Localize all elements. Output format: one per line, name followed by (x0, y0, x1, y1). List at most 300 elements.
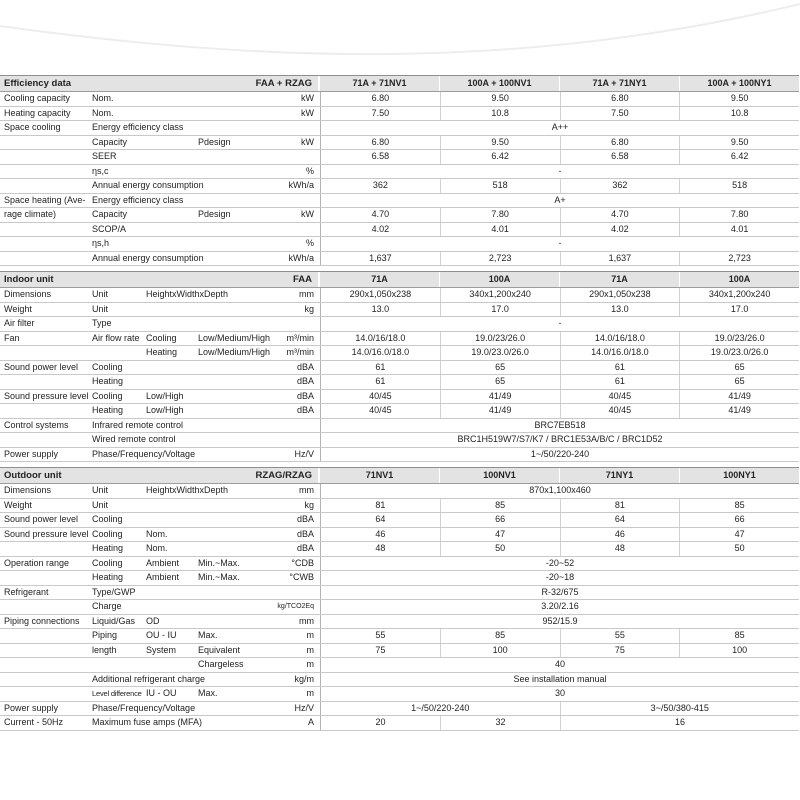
row-label: Sound pressure level (4, 390, 89, 401)
cell-value: 19.0/23/26.0 (679, 332, 799, 346)
row-label: Weight (4, 499, 32, 510)
cell-value: 6.80 (371, 136, 390, 147)
row-label: Cooling (92, 361, 123, 372)
section-header-label-cell (0, 76, 318, 91)
row-label: Charge (92, 601, 122, 611)
row-labels (0, 542, 320, 556)
cell-value: 66 (440, 513, 560, 527)
row-labels (0, 557, 320, 571)
spec-row (0, 288, 799, 303)
cell-value: 64 (560, 513, 680, 527)
cell-value: 19.0/23/26.0 (440, 332, 560, 346)
row-unit: m³/min (286, 347, 314, 357)
row-label: Cooling (146, 332, 177, 343)
cell-value: 290x1,050x238 (349, 289, 412, 299)
row-labels (0, 223, 320, 237)
cell-value: -20~18 (545, 572, 575, 582)
cell-value: 48 (375, 543, 386, 553)
row-labels (0, 361, 320, 375)
row-label: rage climate) (4, 209, 57, 219)
cell-value: 41/49 (679, 404, 799, 418)
section-header-row (0, 467, 799, 484)
spec-row (0, 673, 799, 688)
cell-value: 4.01 (679, 223, 799, 237)
row-label: Liquid/Gas (92, 615, 136, 626)
row-label: Heating (92, 376, 124, 386)
row-label: Energy efficiency class (92, 122, 184, 132)
row-values (320, 615, 799, 629)
cell-value: 4.70 (371, 209, 390, 219)
row-label: Nom. (92, 93, 114, 103)
cell-value: 61 (375, 376, 386, 386)
cell-value: 7.80 (679, 208, 799, 222)
cell-value: 41/49 (679, 390, 799, 404)
row-unit: kg (304, 499, 314, 510)
row-label: Space heating (Ave- (4, 194, 86, 205)
row-label: Dimensions (4, 289, 52, 299)
row-label: Weight (4, 303, 32, 314)
row-label: Air filter (4, 318, 35, 328)
row-label: length (92, 644, 117, 655)
row-label: Power supply (4, 448, 59, 459)
spec-row (0, 375, 799, 390)
row-values (320, 687, 799, 701)
row-label: Nom. (146, 528, 168, 539)
section-model-code: FAA + RZAG (255, 78, 312, 89)
row-labels (0, 716, 320, 730)
row-label: Capacity (92, 136, 128, 147)
row-labels (0, 375, 320, 389)
row-unit: dBA (296, 543, 314, 553)
spec-row (0, 702, 799, 717)
row-label: Max. (198, 630, 218, 640)
row-values (320, 375, 799, 389)
cell-value: 61 (375, 361, 386, 372)
row-values (320, 317, 799, 331)
column-header: 100NY1 (680, 468, 799, 483)
row-labels (0, 702, 320, 716)
spec-row (0, 303, 799, 318)
spec-row (0, 419, 799, 434)
cell-value: 16 (560, 716, 799, 730)
row-label: Ambient (146, 557, 180, 568)
row-unit: kWh/a (288, 252, 314, 263)
column-header: 71A (320, 272, 439, 287)
row-unit: dBA (296, 528, 314, 539)
row-values (320, 433, 799, 447)
cell-value: 47 (440, 528, 560, 542)
spec-row (0, 179, 799, 194)
row-labels (0, 404, 320, 418)
spec-row (0, 92, 799, 107)
spec-row (0, 194, 799, 209)
cell-value: 100 (440, 644, 560, 658)
cell-value: 32 (440, 716, 560, 730)
cell-value: 40/45 (369, 390, 392, 401)
column-header: 71A + 71NY1 (560, 76, 679, 91)
cell-value: 75 (560, 644, 680, 658)
row-values (320, 484, 799, 498)
row-label: Pdesign (198, 209, 231, 219)
spec-row (0, 150, 799, 165)
cell-value: 61 (560, 375, 680, 389)
row-label: Control systems (4, 419, 69, 430)
cell-value: 518 (440, 179, 560, 193)
row-label: HeightxWidthxDepth (146, 485, 229, 495)
row-unit: mm (299, 289, 314, 299)
cell-value: 40 (554, 659, 565, 669)
cell-value: 46 (560, 528, 680, 542)
row-unit: dBA (296, 390, 314, 401)
row-label: Type/GWP (92, 586, 136, 597)
row-unit: kW (301, 107, 314, 118)
row-values (320, 513, 799, 527)
row-unit: % (305, 165, 314, 176)
spec-section-0 (0, 75, 799, 266)
section-title: Indoor unit (4, 274, 54, 285)
row-labels (0, 288, 320, 302)
row-values (320, 557, 799, 571)
spec-row (0, 600, 799, 615)
row-unit: Hz/V (294, 702, 314, 713)
row-label: Additional refrigerant charge (92, 673, 206, 684)
row-unit: kW (301, 209, 314, 219)
cell-value: 6.80 (560, 92, 680, 106)
row-label: Power supply (4, 702, 59, 713)
spec-row (0, 107, 799, 122)
cell-value: 9.50 (440, 136, 560, 150)
row-values (320, 121, 799, 135)
spec-row (0, 513, 799, 528)
cell-value: 2,723 (440, 252, 560, 266)
spec-row (0, 484, 799, 499)
spec-row (0, 586, 799, 601)
row-unit: kg/TCO2Eq (277, 603, 314, 610)
cell-value: 85 (679, 629, 799, 643)
spec-section-2 (0, 467, 799, 731)
row-values (320, 702, 799, 716)
row-label: OU - IU (146, 630, 177, 640)
row-values (320, 332, 799, 346)
row-label: Low/Medium/High (198, 347, 271, 357)
cell-value: 290x1,050x238 (560, 288, 680, 302)
cell-value: - (558, 238, 562, 248)
row-label: Sound power level (4, 514, 79, 524)
row-values (320, 673, 799, 687)
row-labels (0, 390, 320, 404)
column-header: 71NY1 (560, 468, 679, 483)
column-header: 71NV1 (320, 468, 439, 483)
row-labels (0, 194, 320, 208)
row-values (320, 165, 799, 179)
section-header-row (0, 271, 799, 288)
cell-value: 65 (679, 375, 799, 389)
row-labels (0, 615, 320, 629)
spec-row (0, 252, 799, 267)
row-values (320, 600, 799, 614)
spec-row (0, 687, 799, 702)
cell-value: A+ (554, 194, 566, 205)
row-label: Heating capacity (4, 107, 71, 118)
cell-value: 40/45 (560, 404, 680, 418)
spec-row (0, 317, 799, 332)
cell-value: 30 (554, 688, 565, 698)
row-values (320, 390, 799, 404)
row-label: Annual energy consumption (92, 252, 204, 263)
cell-value: 518 (679, 179, 799, 193)
cell-value: 4.02 (371, 223, 390, 234)
spec-row (0, 629, 799, 644)
cell-value: 2,723 (679, 252, 799, 266)
cell-value: 17.0 (679, 303, 799, 317)
row-label: Unit (92, 303, 109, 314)
spec-row (0, 528, 799, 543)
spec-row (0, 716, 799, 731)
cell-value: 85 (679, 499, 799, 513)
row-values (320, 136, 799, 150)
cell-value: 14.0/16.0/18.0 (560, 346, 680, 360)
row-label: Low/High (146, 405, 184, 415)
cell-value: 10.8 (679, 107, 799, 121)
row-labels (0, 673, 320, 687)
row-values (320, 586, 799, 600)
row-labels (0, 644, 320, 658)
row-unit: kg (304, 303, 314, 314)
cell-value: 1,637 (560, 252, 680, 266)
cell-value: 81 (375, 499, 386, 510)
spec-row (0, 136, 799, 151)
row-label: Cooling (92, 528, 123, 539)
cell-value: 14.0/16/18.0 (355, 332, 406, 343)
column-header: 100A + 100NV1 (440, 76, 559, 91)
row-label: HeightxWidthxDepth (146, 289, 229, 299)
section-header-label-cell (0, 272, 318, 287)
cell-value: 870x1,100x460 (529, 485, 591, 495)
spec-row (0, 121, 799, 136)
row-label: Low/Medium/High (198, 332, 271, 343)
row-label: Piping connections (4, 615, 80, 626)
spec-row (0, 390, 799, 405)
cell-value: 6.58 (371, 151, 390, 161)
row-labels (0, 687, 320, 701)
row-label: Unit (92, 485, 109, 495)
spec-row (0, 542, 799, 557)
row-labels (0, 252, 320, 266)
row-label: Current - 50Hz (4, 717, 64, 727)
cell-value: 40/45 (369, 405, 392, 415)
row-labels (0, 571, 320, 585)
row-unit: m (306, 688, 314, 698)
cell-value: A++ (551, 122, 569, 132)
row-label: Level difference (92, 689, 142, 698)
row-label: Heating (92, 543, 124, 553)
row-unit: dBA (296, 405, 314, 415)
row-values (320, 448, 799, 462)
cell-value: 41/49 (440, 390, 560, 404)
cell-value: 1,637 (369, 252, 392, 263)
cell-value: 14.0/16.0/18.0 (351, 347, 410, 357)
row-labels (0, 150, 320, 164)
cell-value: 100 (679, 644, 799, 658)
row-labels (0, 92, 320, 106)
column-header: 71A (560, 272, 679, 287)
cell-value: 13.0 (560, 303, 680, 317)
row-label: Piping (92, 630, 118, 640)
spec-row (0, 557, 799, 572)
section-header-row (0, 75, 799, 92)
row-label: Low/High (146, 390, 184, 401)
row-values (320, 288, 799, 302)
row-label: Heating (146, 347, 178, 357)
row-unit: dBA (296, 376, 314, 386)
row-values (320, 716, 799, 730)
cell-value: 340x1,200x240 (679, 288, 799, 302)
cell-value: 20 (375, 717, 386, 727)
row-labels (0, 586, 320, 600)
cell-value: 19.0/23.0/26.0 (440, 346, 560, 360)
cell-value: 4.02 (560, 223, 680, 237)
cell-value: 952/15.9 (542, 615, 578, 626)
row-label: ηs,h (92, 238, 110, 248)
row-unit: A (307, 717, 314, 727)
spec-row (0, 658, 799, 673)
row-unit: dBA (296, 514, 314, 524)
row-unit: Hz/V (294, 448, 314, 459)
row-values (320, 644, 799, 658)
row-label: Wired remote control (92, 434, 176, 444)
row-values (320, 571, 799, 585)
row-label: Equivalent (198, 644, 241, 655)
spec-row (0, 237, 799, 252)
row-unit: m (306, 659, 314, 669)
column-header: 100A (680, 272, 799, 287)
row-labels (0, 208, 320, 222)
row-unit: °CWB (289, 572, 314, 582)
row-label: Cooling (92, 514, 123, 524)
row-labels (0, 600, 320, 614)
row-unit: mm (299, 615, 314, 626)
row-label: OD (146, 615, 160, 626)
row-labels (0, 448, 320, 462)
spec-row (0, 571, 799, 586)
row-unit: mm (299, 485, 314, 495)
cell-value: 81 (560, 499, 680, 513)
row-values (320, 237, 799, 251)
row-label: Cooling (92, 557, 123, 568)
cell-value: 9.50 (679, 136, 799, 150)
row-unit: m (306, 644, 314, 655)
cell-value: 7.50 (371, 107, 390, 118)
cell-value: 55 (560, 629, 680, 643)
row-label: Air flow rate (92, 332, 140, 343)
cell-value: 362 (560, 179, 680, 193)
cell-value: 64 (375, 514, 386, 524)
cell-value: 17.0 (440, 303, 560, 317)
cell-value: 362 (372, 180, 388, 190)
section-title: Efficiency data (4, 78, 72, 89)
row-labels (0, 419, 320, 433)
row-unit: dBA (296, 361, 314, 372)
row-labels (0, 629, 320, 643)
cell-value: 66 (679, 513, 799, 527)
row-labels (0, 179, 320, 193)
cell-value: 40/45 (560, 390, 680, 404)
spec-row (0, 346, 799, 361)
row-labels (0, 528, 320, 542)
cell-value: BRC7EB518 (534, 419, 586, 430)
cell-value: 9.50 (679, 92, 799, 106)
row-unit: °CDB (291, 557, 314, 568)
row-label: Nom. (146, 543, 168, 553)
cell-value: 6.42 (679, 150, 799, 164)
cell-value: 3~/50/380-415 (560, 702, 800, 716)
cell-value: 65 (440, 361, 560, 375)
row-unit: % (305, 238, 314, 248)
section-title: Outdoor unit (4, 470, 62, 481)
row-values (320, 658, 799, 672)
column-header: 71A + 71NV1 (320, 76, 439, 91)
row-label: Energy efficiency class (92, 194, 184, 205)
cell-value: 1~/50/220-240 (530, 448, 590, 459)
row-label: Ambient (146, 572, 180, 582)
row-label: SEER (92, 151, 117, 161)
row-label: Sound power level (4, 361, 79, 372)
cell-value: R-32/675 (541, 586, 579, 597)
row-values (320, 194, 799, 208)
row-label: Phase/Frequency/Voltage (92, 448, 196, 459)
cell-value: 10.8 (440, 107, 560, 121)
row-values (320, 528, 799, 542)
row-label: Annual energy consumption (92, 180, 204, 190)
row-values (320, 361, 799, 375)
row-label: Dimensions (4, 485, 52, 495)
spec-row (0, 615, 799, 630)
cell-value: 6.42 (440, 150, 560, 164)
row-labels (0, 433, 320, 447)
spec-row (0, 165, 799, 180)
cell-value: 13.0 (371, 303, 390, 314)
row-label: Cooling capacity (4, 93, 71, 103)
row-label: Pdesign (198, 136, 231, 147)
row-values (320, 208, 799, 222)
column-header: 100A + 100NY1 (680, 76, 799, 91)
row-labels (0, 332, 320, 346)
cell-value: 65 (679, 361, 799, 375)
row-labels (0, 237, 320, 251)
row-label: Space cooling (4, 122, 61, 132)
cell-value: 61 (560, 361, 680, 375)
column-header: 100A (440, 272, 559, 287)
section-header-label-cell (0, 468, 318, 483)
cell-value: 6.80 (560, 136, 680, 150)
row-label: IU - OU (146, 688, 177, 698)
row-labels (0, 303, 320, 317)
row-values (320, 107, 799, 121)
cell-value: BRC1H519W7/S7/K7 / BRC1E53A/B/C / BRC1D52 (457, 434, 663, 444)
cell-value: - (558, 165, 562, 176)
cell-value: 340x1,200x240 (440, 288, 560, 302)
cell-value: 50 (440, 542, 560, 556)
section-model-code: RZAG/RZAG (255, 470, 312, 481)
spec-row (0, 332, 799, 347)
cell-value: 7.50 (560, 107, 680, 121)
cell-value: 48 (560, 542, 680, 556)
row-label: SCOP/A (92, 223, 127, 234)
row-label: Min.~Max. (198, 572, 240, 582)
spec-row (0, 208, 799, 223)
row-label: Unit (92, 499, 109, 510)
decorative-swoosh-curve (0, 0, 800, 70)
